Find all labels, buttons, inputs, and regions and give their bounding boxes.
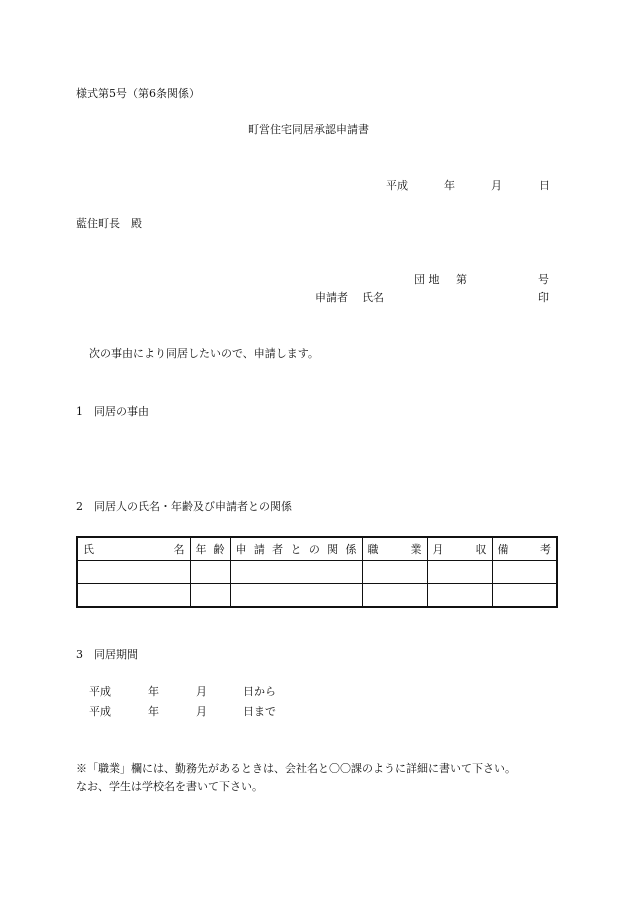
period-from-era: 平成 [89,685,111,698]
age-cell[interactable] [190,584,230,608]
intro-text: 次の事由により同居したいので、申請します。 [89,347,319,360]
date-year: 年 [444,179,455,192]
dai-label: 第 [456,273,467,286]
date-day: 日 [539,179,550,192]
header-income: 月 収 [427,537,492,561]
section3-title: 同居期間 [94,648,138,661]
occupation-cell[interactable] [362,584,427,608]
applicant-role-label: 申請者 [315,291,348,304]
applicant-name-label: 氏名 [362,291,384,304]
income-cell[interactable] [427,561,492,584]
period-to-era: 平成 [89,705,111,718]
remarks-cell[interactable] [492,584,557,608]
form-title: 町営住宅同居承認申請書 [248,123,369,136]
period-to-year: 年 [148,705,159,718]
go-label: 号 [538,273,549,286]
section3-number: 3 [76,648,83,661]
date-month: 月 [491,179,502,192]
table-header-row [77,537,557,561]
period-from-year: 年 [148,685,159,698]
period-from-month: 月 [196,685,207,698]
date-era: 平成 [386,179,408,192]
header-relation: 申 請 者 と の 関 係 [230,537,362,561]
addressee: 藍住町長 殿 [76,217,142,230]
section2-number: 2 [76,500,83,513]
danchi-label: 団 地 [414,273,440,286]
table-row [77,561,557,584]
seal-label: 印 [538,291,549,304]
section2-title: 同居人の氏名・年齢及び申請者との関係 [94,500,292,513]
note-occupation: ※「職業」欄には、勤務先があるときは、会社名と〇〇課のように詳細に書いて下さい。 [76,762,516,775]
section1-number: 1 [76,405,83,418]
note-student: なお、学生は学校名を書いて下さい。 [76,780,263,793]
period-to-day: 日まで [243,705,276,718]
age-cell[interactable] [190,561,230,584]
section1-title: 同居の事由 [94,405,149,418]
table-row [77,584,557,608]
income-cell[interactable] [427,584,492,608]
relation-cell[interactable] [230,561,362,584]
name-cell[interactable] [77,584,190,608]
header-occupation: 職 業 [362,537,427,561]
period-from-day: 日から [243,685,276,698]
cohabitant-table [76,536,558,608]
period-to-month: 月 [196,705,207,718]
remarks-cell[interactable] [492,561,557,584]
occupation-cell[interactable] [362,561,427,584]
header-age: 年 齢 [190,537,230,561]
header-remarks: 備 考 [492,537,557,561]
header-name: 氏 名 [77,537,190,561]
form-number: 様式第5号（第6条関係） [76,87,200,100]
name-cell[interactable] [77,561,190,584]
relation-cell[interactable] [230,584,362,608]
